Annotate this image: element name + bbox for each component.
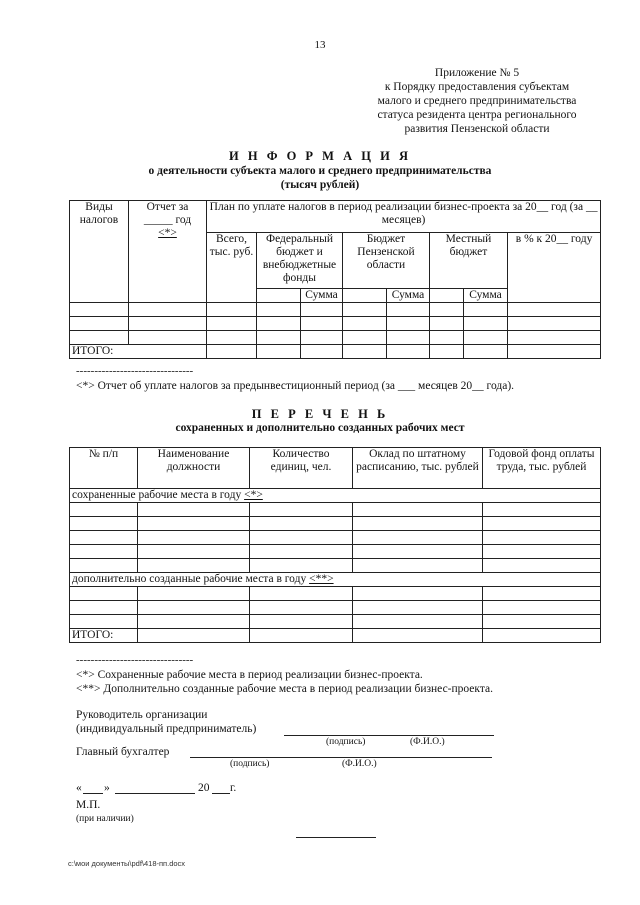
info-subtitle: о деятельности субъекта малого и среднего предпринимательства bbox=[148, 165, 492, 177]
table-row bbox=[70, 331, 601, 345]
head-label: Руководитель организации bbox=[76, 709, 208, 721]
col-fund: Годовой фонд оплаты труда, тыс. рублей bbox=[483, 448, 601, 489]
appendix-line: малого и среднего предпринимательства bbox=[377, 95, 577, 107]
total-label: ИТОГО: bbox=[70, 345, 207, 359]
appendix-line: Приложение № 5 bbox=[434, 67, 520, 79]
table-row bbox=[70, 317, 601, 331]
created-jobs-row bbox=[70, 573, 601, 587]
stamp-label: М.П. bbox=[76, 799, 101, 811]
accountant-name-hint: (Ф.И.О.) bbox=[342, 759, 377, 769]
sum-label: Сумма bbox=[301, 289, 343, 303]
saved-jobs-ref: <*> bbox=[244, 489, 263, 501]
col-local: Местный бюджет bbox=[430, 233, 508, 289]
date-close-quote: » bbox=[104, 782, 110, 794]
table-row bbox=[70, 559, 601, 573]
col-report bbox=[129, 201, 207, 303]
date-month-line[interactable] bbox=[115, 793, 195, 794]
page-number: 13 bbox=[314, 39, 326, 51]
bottom-rule bbox=[296, 837, 376, 838]
accountant-signature-line[interactable] bbox=[190, 757, 492, 758]
table-row bbox=[70, 531, 601, 545]
list-title: П Е Р Е Ч Е Н Ь bbox=[251, 407, 389, 421]
accountant-sign-hint: (подпись) bbox=[230, 759, 270, 769]
date-day-line[interactable] bbox=[83, 793, 103, 794]
table-row bbox=[70, 615, 601, 629]
col-count: Количество единиц, чел. bbox=[250, 448, 353, 489]
col-report-ref: <*> bbox=[158, 227, 177, 239]
footnote-separator: -------------------------------- bbox=[76, 365, 194, 377]
col-percent: в % к 20__ году bbox=[508, 233, 601, 303]
footer-file-path: c:\мои документы\pdf\418-пп.docx bbox=[68, 859, 186, 868]
head-name-hint: (Ф.И.О.) bbox=[410, 737, 445, 747]
info-title: И Н Ф О Р М А Ц И Я bbox=[229, 149, 411, 163]
appendix-heading bbox=[352, 66, 602, 136]
list-subtitle: сохраненных и дополнительно созданных рабочих мест bbox=[175, 422, 465, 434]
created-jobs-ref: <**> bbox=[309, 573, 334, 585]
jobs-table bbox=[69, 447, 601, 643]
table-row bbox=[70, 587, 601, 601]
table-row bbox=[70, 545, 601, 559]
col-total: Всего, тыс. руб. bbox=[207, 233, 257, 303]
date-open-quote: « bbox=[76, 782, 82, 794]
col-regional: Бюджет Пензенской области bbox=[343, 233, 430, 289]
saved-jobs-footnote: <*> Сохраненные рабочие места в период реализации бизнес-проекта. bbox=[76, 669, 423, 681]
appendix-line: к Порядку предоставления субъектам bbox=[384, 81, 570, 93]
sum-label: Сумма bbox=[387, 289, 430, 303]
taxes-footnote: <*> Отчет об уплате налогов за предынвестиционный период (за ___ месяцев 20__ года). bbox=[76, 380, 515, 392]
head-sign-hint: (подпись) bbox=[326, 737, 366, 747]
table-row bbox=[70, 517, 601, 531]
total-row bbox=[70, 629, 601, 643]
col-position: Наименование должности bbox=[138, 448, 250, 489]
date-suffix: г. bbox=[230, 782, 237, 794]
col-plan: План по уплате налогов в период реализации бизнес-проекта за 20__ год (за __ месяцев) bbox=[207, 201, 601, 233]
total-row bbox=[70, 345, 601, 359]
footnote-separator: -------------------------------- bbox=[76, 654, 194, 666]
saved-jobs-label: сохраненные рабочие места в году bbox=[72, 489, 245, 501]
table-row bbox=[70, 303, 601, 317]
info-units: (тысяч рублей) bbox=[280, 179, 360, 191]
accountant-label: Главный бухгалтер bbox=[76, 746, 170, 758]
col-number: № п/п bbox=[70, 448, 138, 489]
date-year-prefix: 20 bbox=[198, 782, 210, 794]
head-label-ip: (индивидуальный предприниматель) bbox=[76, 723, 257, 735]
sum-label: Сумма bbox=[464, 289, 508, 303]
col-tax-types: Виды налогов bbox=[70, 201, 129, 303]
col-federal: Федеральный бюджет и внебюджетные фонды bbox=[257, 233, 343, 289]
stamp-hint: (при наличии) bbox=[76, 814, 134, 824]
appendix-line: статуса резидента центра регионального bbox=[377, 109, 577, 121]
table-row bbox=[70, 503, 601, 517]
saved-jobs-row bbox=[70, 489, 601, 503]
appendix-line: развития Пензенской области bbox=[404, 123, 550, 135]
taxes-table bbox=[69, 200, 601, 359]
date-year-line[interactable] bbox=[212, 793, 230, 794]
col-report-label: Отчет за _____ год bbox=[143, 201, 192, 226]
col-salary: Оклад по штатному расписанию, тыс. рублей bbox=[353, 448, 483, 489]
created-jobs-footnote: <**> Дополнительно созданные рабочие места в период реализации бизнес-проекта. bbox=[76, 683, 493, 695]
total-label: ИТОГО: bbox=[70, 629, 138, 643]
table-row bbox=[70, 601, 601, 615]
created-jobs-label: дополнительно созданные рабочие места в году bbox=[72, 573, 310, 585]
head-signature-line[interactable] bbox=[284, 735, 494, 736]
